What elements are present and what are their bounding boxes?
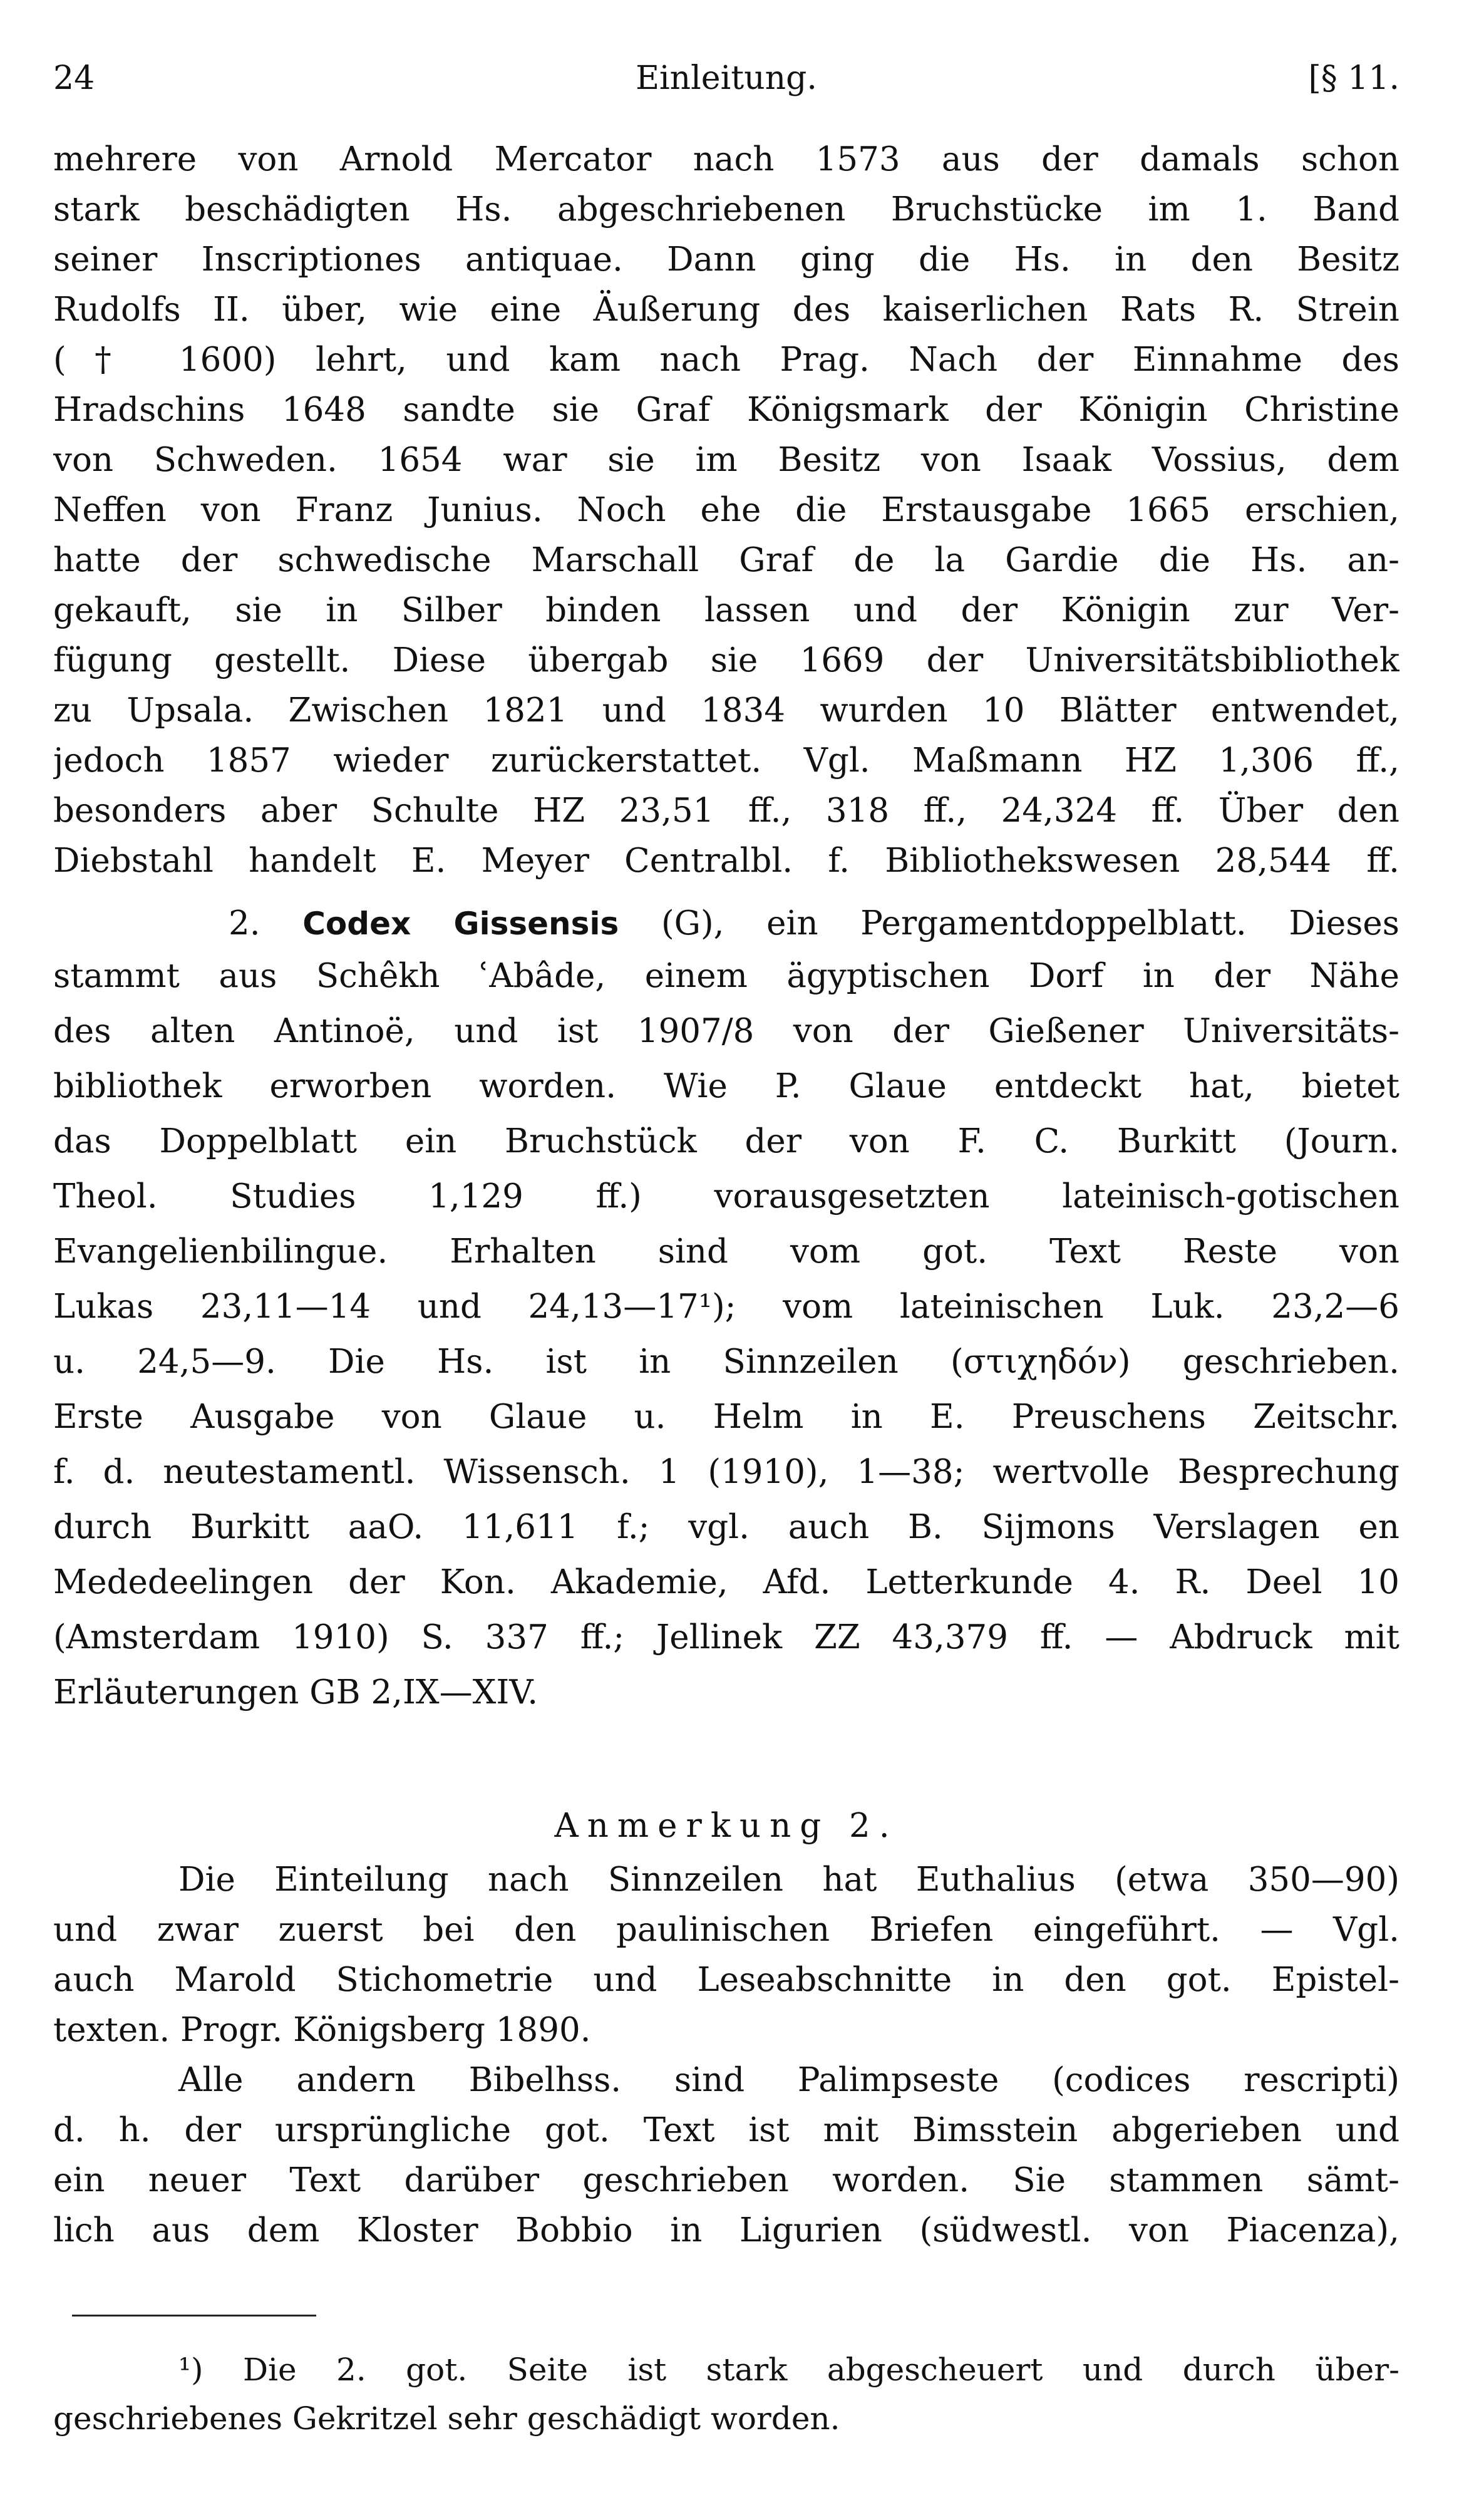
footnote <box>53 2345 1399 2443</box>
text-line: des alten Antinoë, und ist 1907/8 von der Gießener Universitäts- <box>53 1012 1399 1050</box>
text-line: mehrere von Arnold Mercator nach 1573 aus der damals schon <box>53 140 1399 178</box>
text-line: Evangelienbilingue. Erhalten sind vom got. Text Reste von <box>53 1232 1399 1271</box>
codex-title: Codex Gissensis <box>302 906 619 942</box>
section-marker: [§ 11. <box>1308 59 1399 97</box>
text-line: von Schweden. 1654 war sie im Besitz von Isaak Vossius, dem <box>53 441 1399 479</box>
text-line: bibliothek erworben worden. Wie P. Glaue entdeckt hat, bietet <box>53 1067 1399 1105</box>
paragraph-codex-gissensis <box>53 899 1399 1720</box>
text-line: stammt aus Schêkh ʿAbâde, einem ägyptischen Dorf in der Nähe <box>53 957 1399 995</box>
text-line: Die Einteilung nach Sinnzeilen hat Euthalius (etwa 350—90) <box>178 1861 1399 1899</box>
footnote-separator <box>72 2315 316 2316</box>
footnote-line: ¹) Die 2. got. Seite ist stark abgescheuert und durch über- <box>178 2352 1399 2388</box>
text-line: f. d. neutestamentl. Wissensch. 1 (1910), 1—38; wertvolle Besprechung <box>53 1453 1399 1491</box>
text-line: Mededeelingen der Kon. Akademie, Afd. Letterkunde 4. R. Deel 10 <box>53 1563 1399 1601</box>
text-line: und zwar zuerst bei den paulinischen Briefen eingeführt. — Vgl. <box>53 1911 1399 1949</box>
text-line: u. 24,5—9. Die Hs. ist in Sinnzeilen (στιχηδόν) geschrieben. <box>53 1343 1399 1381</box>
text-line: Erste Ausgabe von Glaue u. Helm in E. Preuschens Zeitschr. <box>53 1398 1399 1436</box>
text-line-first <box>53 899 1399 949</box>
running-title: Einleitung. <box>636 59 817 97</box>
running-header <box>53 59 1399 103</box>
text-line: Hradschins 1648 sandte sie Graf Königsmark der Königin Christine <box>53 391 1399 429</box>
text-line: (Amsterdam 1910) S. 337 ff.; Jellinek ZZ 43,379 ff. — Abdruck mit <box>53 1618 1399 1656</box>
page-number: 24 <box>53 59 95 97</box>
text-line: jedoch 1857 wieder zurückerstattet. Vgl. Maßmann HZ 1,306 ff., <box>53 741 1399 780</box>
text-line: durch Burkitt aaO. 11,611 f.; vgl. auch B. Sijmons Verslagen en <box>53 1508 1399 1546</box>
text-line: zu Upsala. Zwischen 1821 und 1834 wurden 10 Blätter entwendet, <box>53 691 1399 730</box>
text-line: hatte der schwedische Marschall Graf de la Gardie die Hs. an- <box>53 541 1399 579</box>
text-line: Alle andern Bibelhss. sind Palimpseste (codices rescripti) <box>178 2061 1399 2099</box>
text-line: Theol. Studies 1,129 ff.) vorausgesetzten lateinisch-gotischen <box>53 1177 1399 1216</box>
text-fragment: (G), ein Pergamentdoppelblatt. Dieses <box>661 904 1399 943</box>
text-line: Diebstahl handelt E. Meyer Centralbl. f. Bibliothekswesen 28,544 ff. <box>53 842 1399 880</box>
text-line: Neffen von Franz Junius. Noch ehe die Erstausgabe 1665 erschien, <box>53 491 1399 529</box>
item-number: 2. <box>229 904 260 943</box>
paragraph-manuscript-history <box>53 135 1399 886</box>
text-line: fügung gestellt. Diese übergab sie 1669 der Universitätsbibliothek <box>53 641 1399 679</box>
text-line: texten. Progr. Königsberg 1890. <box>53 2011 591 2049</box>
text-line: das Doppelblatt ein Bruchstück der von F. C. Burkitt (Journ. <box>53 1122 1399 1160</box>
footnote-line: geschriebenes Gekritzel sehr geschädigt worden. <box>53 2400 840 2437</box>
remark-heading: Anmerkung 2. <box>554 1807 899 1845</box>
text-line: besonders aber Schulte HZ 23,51 ff., 318 ff., 24,324 ff. Über den <box>53 792 1399 830</box>
text-line: auch Marold Stichometrie und Leseabschnitte in den got. Epistel- <box>53 1961 1399 1999</box>
remark-section <box>53 1797 1399 2256</box>
text-line: lich aus dem Kloster Bobbio in Ligurien (südwestl. von Piacenza), <box>53 2211 1399 2249</box>
text-line: Erläuterungen GB 2,IX—XIV. <box>53 1673 538 1712</box>
text-line: Rudolfs II. über, wie eine Äußerung des kaiserlichen Rats R. Strein <box>53 291 1399 329</box>
text-line: seiner Inscriptiones antiquae. Dann ging die Hs. in den Besitz <box>53 240 1399 279</box>
text-line: gekauft, sie in Silber binden lassen und der Königin zur Ver- <box>53 591 1399 629</box>
text-line: Lukas 23,11—14 und 24,13—17¹); vom lateinischen Luk. 23,2—6 <box>53 1288 1399 1326</box>
text-line: ein neuer Text darüber geschrieben worden. Sie stammen sämt- <box>53 2161 1399 2199</box>
text-line: († 1600) lehrt, und kam nach Prag. Nach der Einnahme des <box>53 341 1399 379</box>
text-line: stark beschädigten Hs. abgeschriebenen Bruchstücke im 1. Band <box>53 190 1399 229</box>
text-line: d. h. der ursprüngliche got. Text ist mit Bimsstein abgerieben und <box>53 2111 1399 2149</box>
